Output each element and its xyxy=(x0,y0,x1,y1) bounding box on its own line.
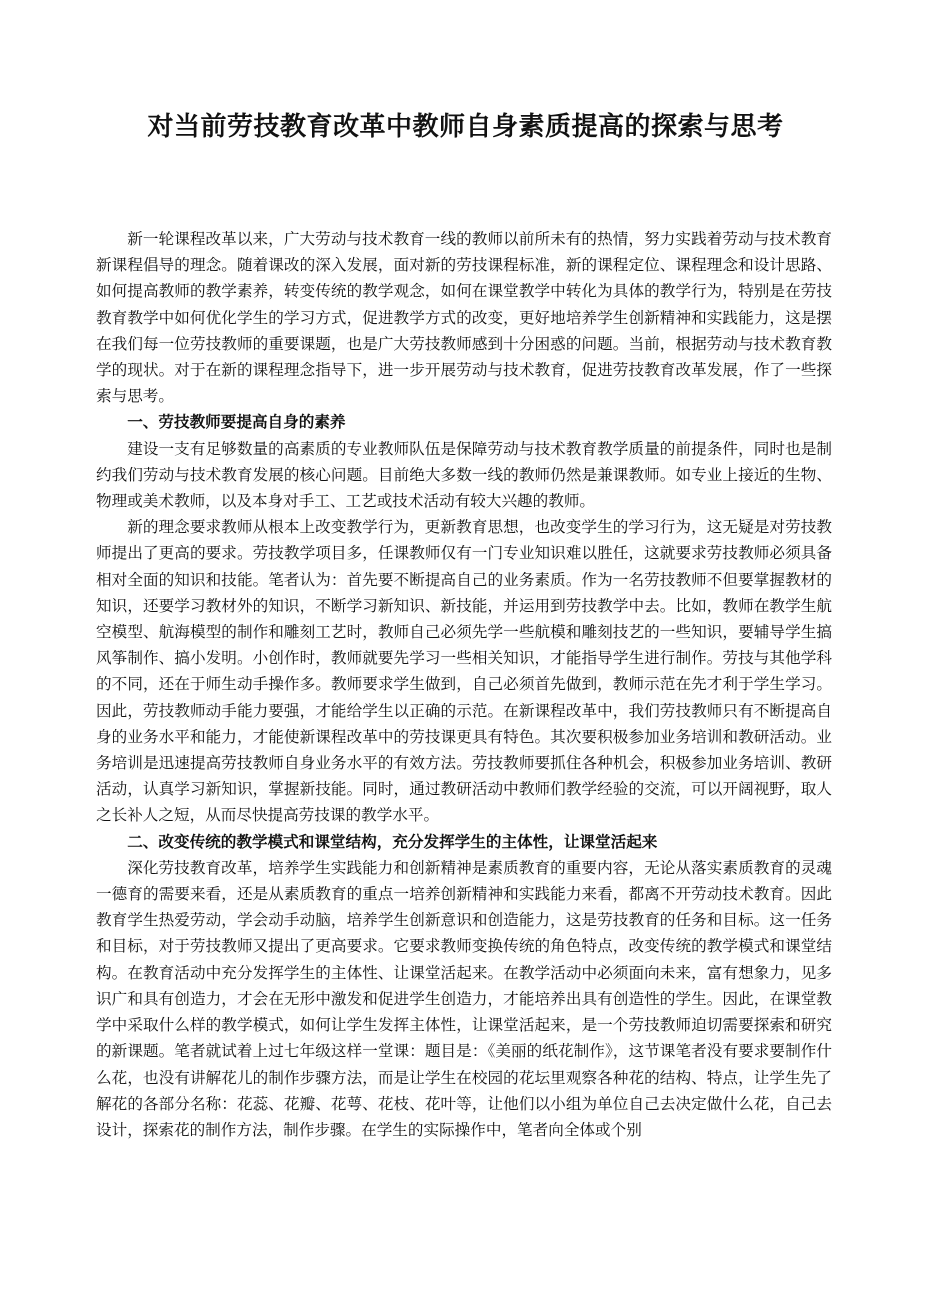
paragraph-intro: 新一轮课程改革以来，广大劳动与技术教育一线的教师以前所未有的热情，努力实践着劳动与技术教育新课程倡导的理念。随着课改的深入发展，面对新的劳技课程标准，新的课程定位、课程理念和设计思路、如何提高教师的教学素养，转变传统的教学观念，如何在课堂教学中转化为具体的教学行为，特别是在劳技教育教学中如何优化学生的学习方式，促进教学方式的改变，更好地培养学生创新精神和实践能力，这是摆在我们每一位劳技教师的重要课题，也是广大劳技教师感到十分困惑的问题。当前，根据劳动与技术教育教学的现状。对于在新的课程理念指导下，进一步开展劳动与技术教育，促进劳技教育改革发展，作了一些探索与思考。 xyxy=(96,230,832,406)
section-heading-1: 一、劳技教师要提高自身的素养 xyxy=(127,412,346,432)
document-body xyxy=(96,226,832,1143)
section-heading-2: 二、改变传统的教学模式和课堂结构，充分发挥学生的主体性，让课堂活起来 xyxy=(127,831,658,851)
paragraph-new-ideas: 新的理念要求教师从根本上改变教学行为，更新教育思想，也改变学生的学习行为，这无疑是对劳技教师提出了更高的要求。劳技教学项目多，任课教师仅有一门专业知识难以胜任，这就要求劳技教师必须具备相对全面的知识和技能。笔者认为：首先要不断提高自己的业务素质。作为一名劳技教师不但要掌握教材的知识，还要学习教材外的知识，不断学习新知识、新技能，并运用到劳技教学中去。比如，教师在教学生航空模型、航海模型的制作和雕刻工艺时，教师自己必须先学一些航模和雕刻技艺的一些知识，要辅导学生搞风筝制作、搞小发明。小创作时，教师就要先学习一些相关知识，才能指导学生进行制作。劳技与其他学科的不同，还在于师生动手操作多。教师要求学生做到，自己必须首先做到，教师示范在先才利于学生学习。因此，劳技教师动手能力要强，才能给学生以正确的示范。在新课程改革中，我们劳技教师只有不断提高自身的业务水平和能力，才能使新课程改革中的劳技课更具有特色。其次要积极参加业务培训和教研活动。业务培训是迅速提高劳技教师自身业务水平的有效方法。劳技教师要抓住各种机会，积极参加业务培训、教研活动，认真学习新知识，掌握新技能。同时，通过教研活动中教师们教学经验的交流，可以开阔视野，取人之长补人之短，从而尽快提高劳技课的教学水平。 xyxy=(96,518,832,825)
page-title: 对当前劳技教育改革中教师自身素质提高的探索与思考 xyxy=(147,112,784,142)
paragraph-reform: 深化劳技教育改革，培养学生实践能力和创新精神是素质教育的重要内容，无论从落实素质教育的灵魂一德育的需要来看，还是从素质教育的重点一培养创新精神和实践能力来看，都离不开劳动技术教育。因此教育学生热爱劳动，学会动手动脑，培养学生创新意识和创造能力，这是劳技教育的任务和目标。这一任务和目标，对于劳技教师又提出了更高要求。它要求教师变换传统的角色特点，改变传统的教学模式和课堂结构。在教育活动中充分发挥学生的主体性、让课堂活起来。在教学活动中必须面向未来，富有想象力，见多识广和具有创造力，才会在无形中激发和促进学生创造力，才能培养出具有创造性的学生。因此，在课堂教学中采取什么样的教学模式，如何让学生发挥主体性，让课堂活起来，是一个劳技教师迫切需要探索和研究的新课题。笔者就试着上过七年级这样一堂课：题目是：《美丽的纸花制作》，这节课笔者没有要求要制作什么花，也没有讲解花儿的制作步骤方法，而是让学生在校园的花坛里观察各种花的结构、特点，让学生先了解花的各部分名称：花蕊、花瓣、花萼、花枝、花叶等，让他们以小组为单位自己去决定做什么花，自己去设计，探索花的制作方法，制作步骤。在学生的实际操作中，笔者向全体或个别 xyxy=(96,858,832,1139)
paragraph-teacher-team: 建设一支有足够数量的高素质的专业教师队伍是保障劳动与技术教育教学质量的前提条件，同时也是制约我们劳动与技术教育发展的核心问题。目前绝大多数一线的教师仍然是兼课教师。如专业上接近的生物、物理或美术教师，以及本身对手工、工艺或技术活动有较大兴趣的教师。 xyxy=(96,439,832,511)
